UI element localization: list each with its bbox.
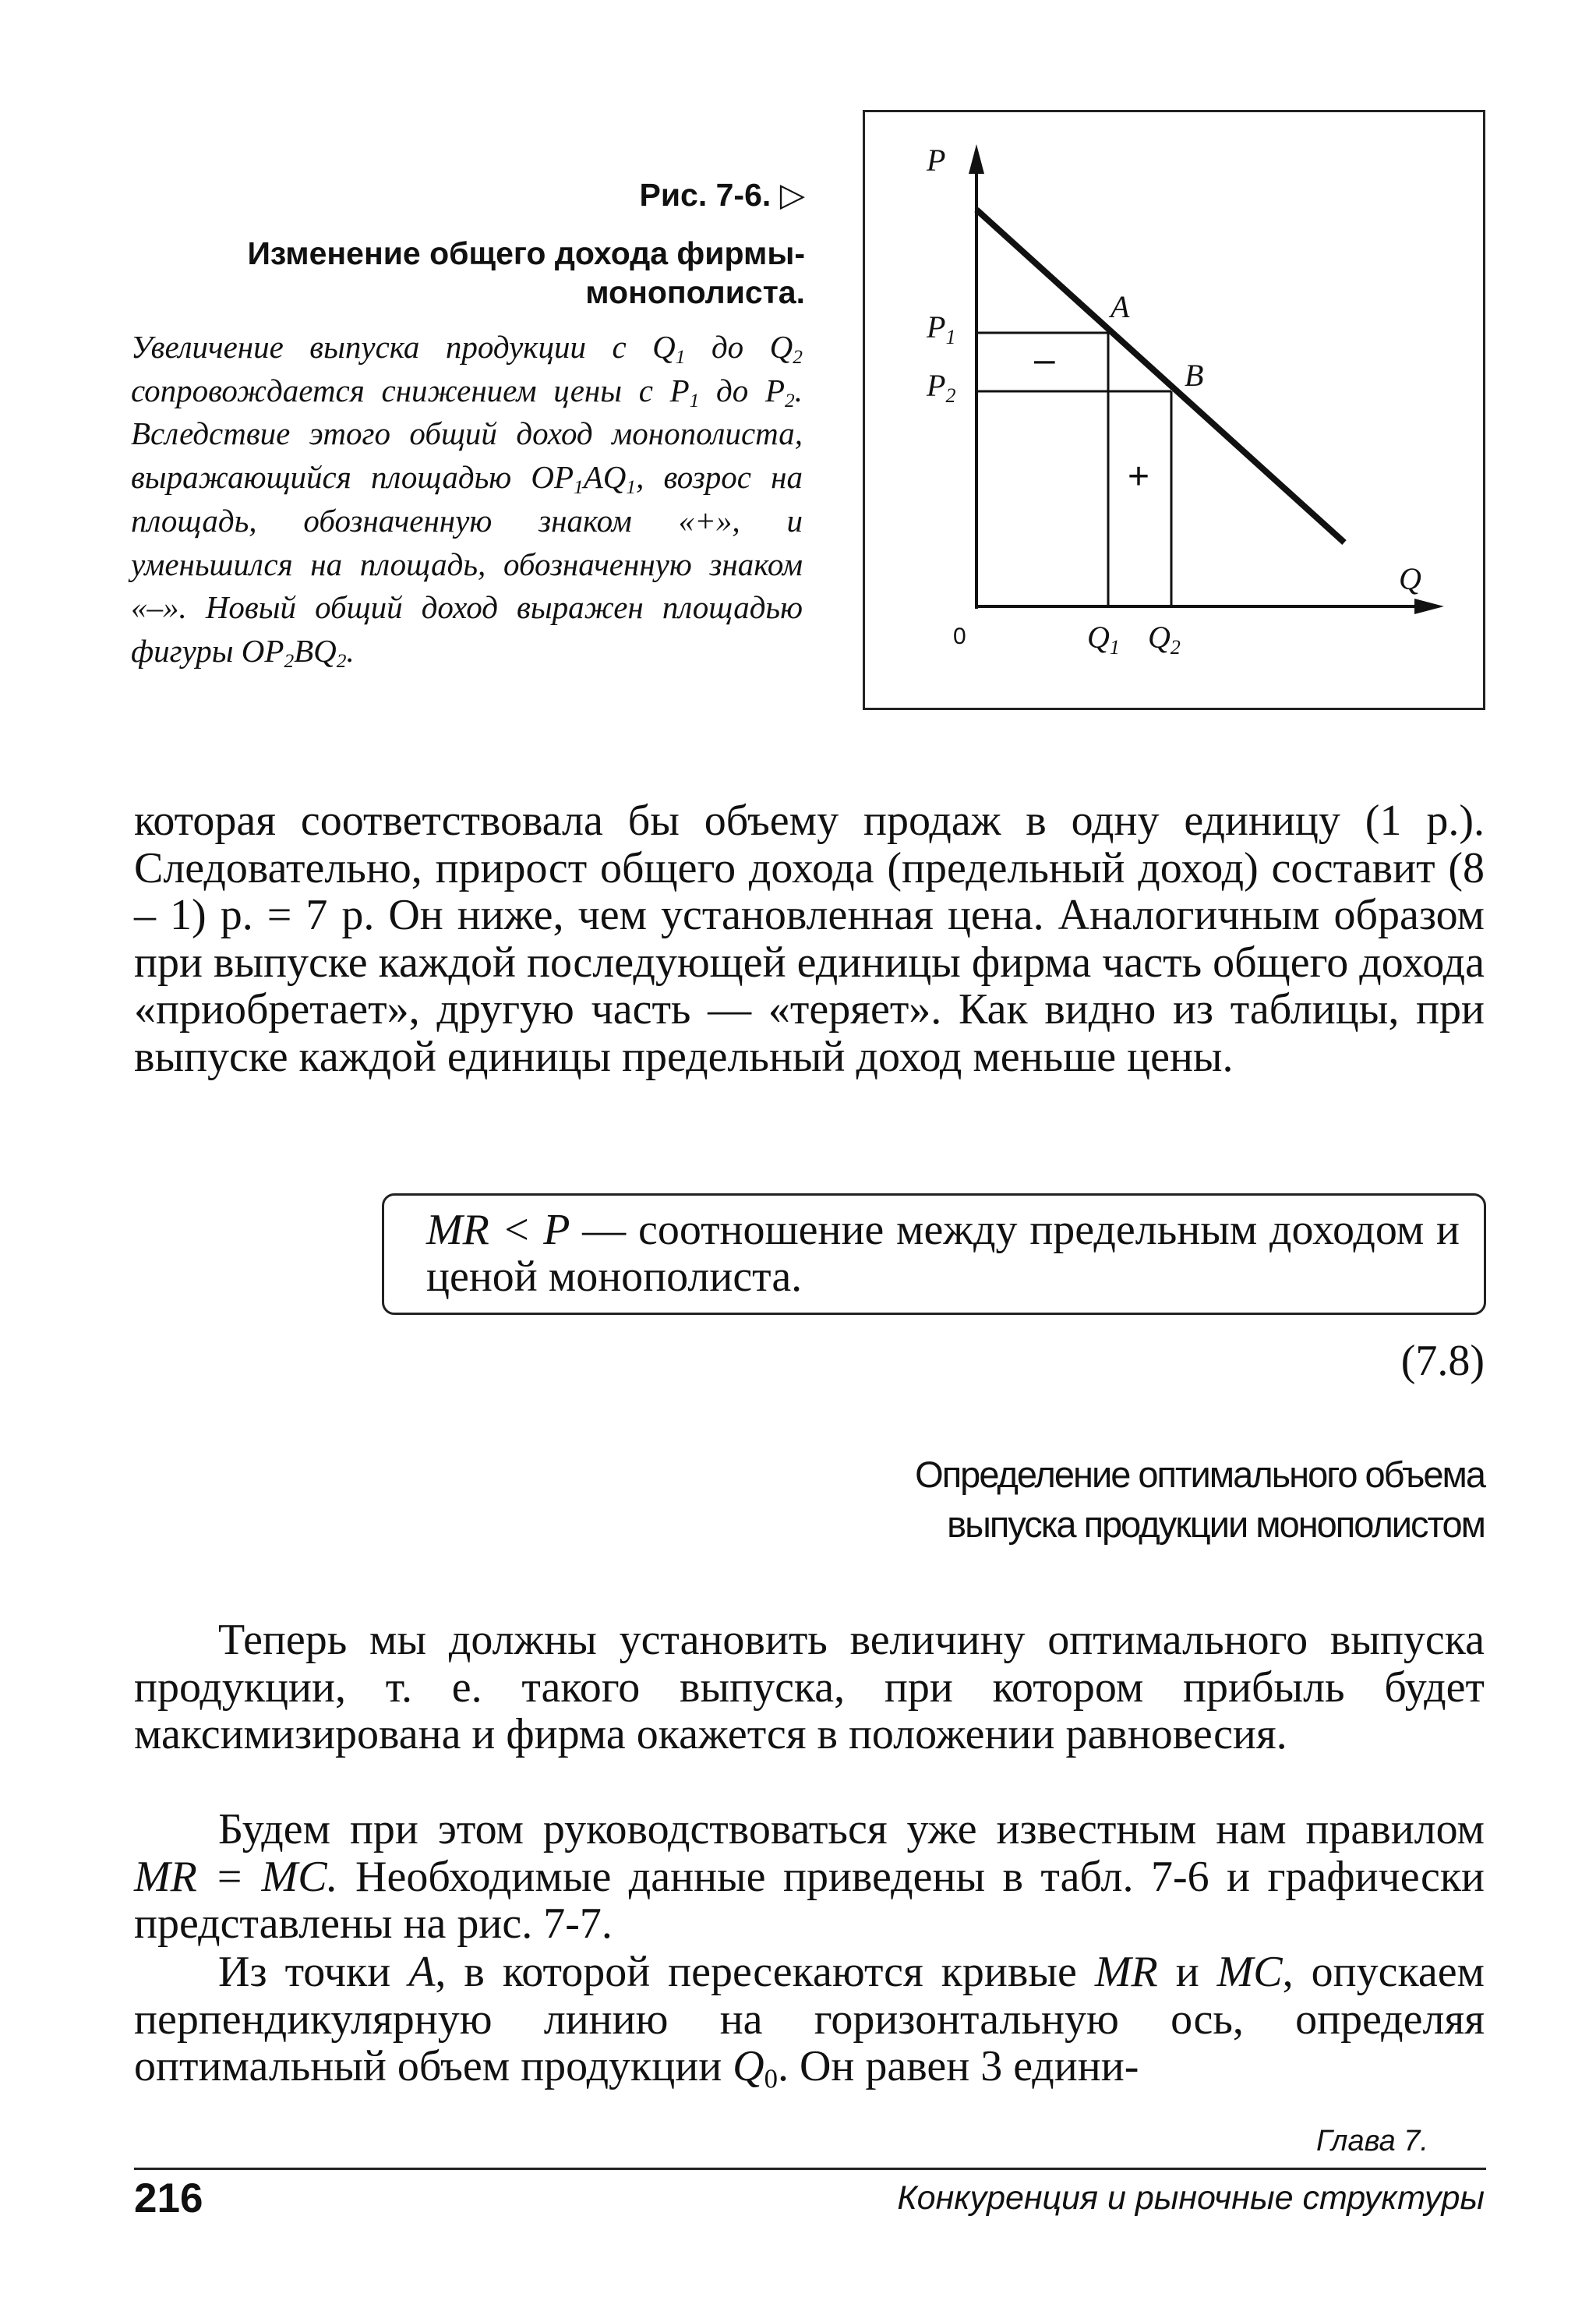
paragraph-3: Будем при этом руководствоваться уже известным нам правилом MR = MC. Необходимые данные приведены в табл. 7-6 и графически представлены на рис. 7-7. [134, 1805, 1485, 1948]
p1-label: $P_1$ [927, 309, 956, 348]
plus-sign: + [1128, 456, 1150, 497]
point-b-label: B [1185, 358, 1204, 393]
triangle-pointer-icon: ▷ [779, 176, 805, 213]
paragraph-4: Из точки A, в которой пересекаются кривые MR и MC, опускаем перпендикулярную линию на горизонтальную ось, определяя оптимальный объем продукции $Q_0$. Он равен 3 едини- [134, 1948, 1485, 2094]
paragraph-2: Теперь мы должны установить величину оптимального выпуска продукции, т. е. такого выпуска, при котором прибыль будет максимизирована и фирма окажется в положении равновесия. [134, 1616, 1485, 1758]
q2-label: $Q_2$ [1148, 620, 1181, 659]
demand-line [976, 210, 1344, 542]
point-a-label: A [1110, 289, 1130, 324]
figure-label: Рис. 7-6. ▷ [639, 176, 805, 213]
axis-label-q: Q [1399, 561, 1421, 596]
footer-chapter-title: Конкуренция и рыночные структуры [897, 2179, 1485, 2217]
y-axis-arrow-icon [969, 144, 984, 174]
figure-caption-text: Увеличение выпуска продукции с $Q_1$ до $Q_2$ сопровождается снижением цены с $P_1$ до $P_2$. Вследствие этого общий доход монополиста, выражающийся площадью $OP_1AQ_1$, возрос на площадь, обозначенную знаком «+», и уменьшился на площадь, обозначенную знаком «–». Новый общий доход выражен площадью фигуры $OP_2BQ_2$. [131, 329, 803, 673]
section-heading: Определение оптимального объема выпуска продукции монополистом [915, 1454, 1485, 1545]
p2-label: $P_2$ [927, 368, 956, 407]
footer-chapter: Глава 7. [1316, 2125, 1428, 2157]
x-axis-arrow-icon [1414, 599, 1444, 614]
rule-text: MR < P — соотношение между предельным доходом и ценой монополиста. [426, 1206, 1460, 1301]
page-number: 216 [134, 2175, 203, 2221]
minus-sign: – [1034, 339, 1055, 380]
q1-label: $Q_1$ [1087, 620, 1120, 659]
axis-label-p: P [927, 143, 946, 178]
monopoly-revenue-diagram [863, 110, 1485, 710]
figure-title: Изменение общего дохода фирмы- монополиста. [247, 235, 805, 310]
origin-label: 0 [953, 624, 966, 649]
formula: MR < P [426, 1206, 570, 1254]
footer-rule [134, 2168, 1486, 2170]
equation-number: (7.8) [1400, 1337, 1485, 1385]
paragraph-1: которая соответствовала бы объему продаж в одну единицу (1 р.). Следовательно, прирост общего дохода (предельный доход) составит (8 – 1) р. = 7 р. Он ниже, чем установленная цена. Аналогичным образом при выпуске каждой последующей единицы фирма часть общего дохода «приобретает», другую часть — «теряет». Как видно из таблицы, при выпуске каждой единицы предельный доход меньше цены. [134, 797, 1485, 1081]
